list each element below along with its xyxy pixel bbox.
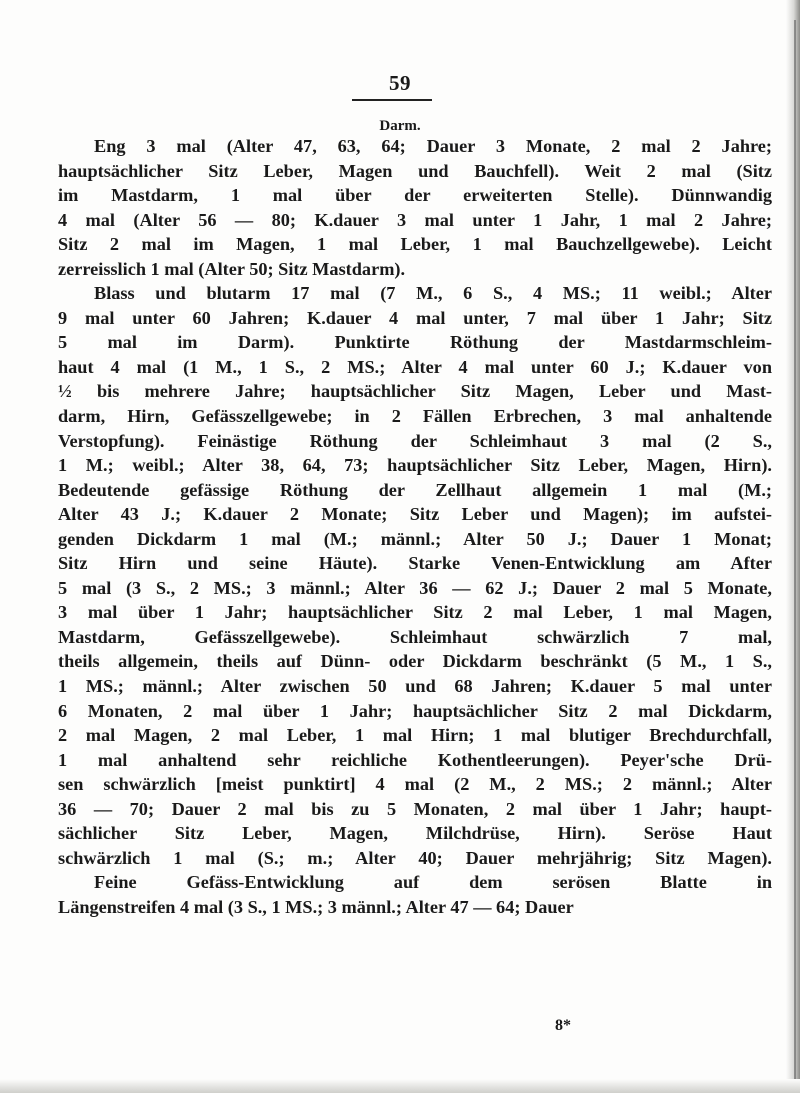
text-line: 5 mal (3 S., 2 MS.; 3 männl.; Alter 36 — 62 J.; Dauer 2 mal 5 Monate,: [58, 577, 772, 598]
text-line: Alter 43 J.; K.dauer 2 Monate; Sitz Leber und Magen); im aufstei-: [58, 504, 772, 525]
page-number: 59: [389, 71, 411, 95]
text-line: zerreisslich 1 mal (Alter 50; Sitz Mastdarm).: [58, 258, 406, 279]
text-line: 5 mal im Darm). Punktirte Röthung der Mastdarmschleim-: [58, 332, 772, 353]
text-line: Feine Gefäss-Entwicklung auf dem serösen Blatte in: [94, 872, 772, 893]
text-line: darm, Hirn, Gefässzellgewebe; in 2 Fällen Erbrechen, 3 mal anhaltende: [58, 406, 772, 427]
text-line: Längenstreifen 4 mal (3 S., 1 MS.; 3 männl.; Alter 47 — 64; Dauer: [58, 896, 574, 917]
text-line: im Mastdarm, 1 mal über der erweiterten Stelle). Dünnwandig: [58, 185, 772, 206]
text-line: Verstopfung). Feinästige Röthung der Schleimhaut 3 mal (2 S.,: [58, 430, 772, 451]
text-line: genden Dickdarm 1 mal (M.; männl.; Alter 50 J.; Dauer 1 Monat;: [58, 528, 772, 549]
text-line: Blass und blutarm 17 mal (7 M., 6 S., 4 MS.; 11 weibl.; Alter: [94, 283, 772, 304]
body-text: [58, 134, 772, 920]
text-line: Mastdarm, Gefässzellgewebe). Schleimhaut schwärzlich 7 mal,: [58, 626, 772, 647]
text-line: haut 4 mal (1 M., 1 S., 2 MS.; Alter 4 mal unter 60 J.; K.dauer von: [58, 356, 772, 377]
text-line: ½ bis mehrere Jahre; hauptsächlicher Sitz Magen, Leber und Mast-: [58, 381, 772, 402]
page-edge-line: [794, 20, 796, 1080]
text-line: 1 mal anhaltend sehr reichliche Kothentleerungen). Peyer'sche Drü-: [58, 749, 772, 770]
text-line: 2 mal Magen, 2 mal Leber, 1 mal Hirn; 1 mal blutiger Brechdurchfall,: [58, 725, 772, 746]
text-line: 4 mal (Alter 56 — 80; K.dauer 3 mal unter 1 Jahr, 1 mal 2 Jahre;: [58, 209, 772, 230]
text-line: sächlicher Sitz Leber, Magen, Milchdrüse, Hirn). Seröse Haut: [58, 823, 772, 844]
text-line: 9 mal unter 60 Jahren; K.dauer 4 mal unter, 7 mal über 1 Jahr; Sitz: [58, 307, 772, 328]
text-line: schwärzlich 1 mal (S.; m.; Alter 40; Dauer mehrjährig; Sitz Magen).: [58, 847, 772, 868]
page-number-rule: [352, 99, 432, 101]
signature-mark: 8*: [555, 1017, 571, 1034]
text-line: Sitz Hirn und seine Häute). Starke Venen-Entwicklung am After: [58, 553, 772, 574]
text-line: 3 mal über 1 Jahr; hauptsächlicher Sitz 2 mal Leber, 1 mal Magen,: [58, 602, 772, 623]
text-line: 1 MS.; männl.; Alter zwischen 50 und 68 Jahren; K.dauer 5 mal unter: [58, 676, 772, 697]
text-line: sen schwärzlich [meist punktirt] 4 mal (2 M., 2 MS.; 2 männl.; Alter: [58, 774, 772, 795]
text-line: Eng 3 mal (Alter 47, 63, 64; Dauer 3 Monate, 2 mal 2 Jahre;: [94, 136, 772, 156]
page-bottom-shadow: [0, 1079, 800, 1093]
text-line: Bedeutende gefässige Röthung der Zellhaut allgemein 1 mal (M.;: [58, 479, 772, 500]
text-line: 36 — 70; Dauer 2 mal bis zu 5 Monaten, 2 mal über 1 Jahr; haupt-: [58, 798, 772, 819]
section-title: Darm.: [379, 118, 421, 134]
text-line: 1 M.; weibl.; Alter 38, 64, 73; hauptsächlicher Sitz Leber, Magen, Hirn).: [58, 455, 772, 476]
text-line: 6 Monaten, 2 mal über 1 Jahr; hauptsächlicher Sitz 2 mal Dickdarm,: [58, 700, 772, 721]
text-line: theils allgemein, theils auf Dünn- oder Dickdarm beschränkt (5 M., 1 S.,: [58, 651, 772, 672]
text-line: hauptsächlicher Sitz Leber, Magen und Bauchfell). Weit 2 mal (Sitz: [58, 160, 772, 181]
text-line: Sitz 2 mal im Magen, 1 mal Leber, 1 mal Bauchzellgewebe). Leicht: [58, 234, 772, 255]
page-edge-shadow: [786, 0, 800, 1093]
